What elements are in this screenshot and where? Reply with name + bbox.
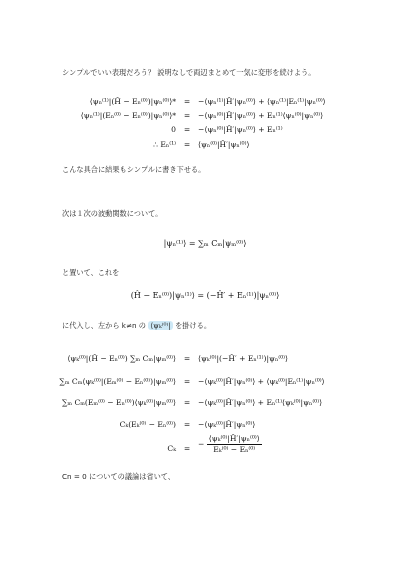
equation-row [0, 353, 410, 365]
equation-operator: = [183, 354, 191, 363]
result-comment: こんな具合に結果もシンプルに書き下せる。 [62, 165, 206, 174]
fraction-denominator: Eₖ⁽⁰⁾ − Eₙ⁽⁰⁾ [213, 445, 256, 454]
placement-text: と置いて、これを [62, 268, 120, 277]
equation-rhs: −⟨ψₖ⁽⁰⁾|Ĥ′|ψₙ⁽⁰⁾⟩ + ⟨ψₖ⁽⁰⁾|Eₙ⁽¹⁾|ψₙ⁽⁰⁾⟩ [198, 377, 325, 386]
first-order-equation: (Ĥ − Eₙ⁽⁰⁾)|ψₙ⁽¹⁾⟩ = (−Ĥ′ + Eₙ⁽¹⁾)|ψₙ⁽⁰⁾⟩ [130, 291, 280, 300]
equation-lhs: ∴ Eₙ⁽¹⁾ [153, 140, 176, 149]
equation-operator: = [183, 111, 191, 120]
substitution-suffix: を掛ける。 [175, 321, 212, 330]
equation-rhs: −⟨ψₙ⁽⁰⁾|Ĥ′|ψₙ⁽⁰⁾⟩ + Eₙ⁽¹⁾⟨ψₙ⁽⁰⁾|ψₙ⁽⁰⁾⟩ [198, 111, 324, 120]
equation-rhs: −⟨ψₙ⁽⁰⁾|Ĥ′|ψₙ⁽⁰⁾⟩ + Eₙ⁽¹⁾ [198, 125, 283, 134]
ck-equation-row [0, 434, 410, 464]
section-intro: 次は１次の波動関数について。 [62, 209, 163, 218]
equation-operator: = [183, 140, 191, 149]
equation-rhs: −⟨ψₖ⁽⁰⁾|Ĥ′|ψₙ⁽⁰⁾⟩ + Eₙ⁽¹⁾⟨ψₖ⁽⁰⁾|ψₙ⁽⁰⁾⟩ [198, 398, 323, 407]
equation-row [0, 110, 410, 122]
equation-row [0, 419, 410, 431]
equation-lhs: ⟨ψₙ⁽¹⁾|(Eₙ⁽⁰⁾ − Eₙ⁽⁰⁾)|ψₙ⁽⁰⁾⟩* [80, 111, 176, 120]
substitution-text [62, 321, 211, 330]
equation-lhs: ⟨ψₖ⁽⁰⁾|(Ĥ − Eₙ⁽⁰⁾) ∑ₘ Cₘ|ψₘ⁽⁰⁾⟩ [67, 354, 176, 363]
equation-rhs: −⟨ψₙ⁽¹⁾|Ĥ′|ψₙ⁽⁰⁾⟩ + ⟨ψₙ⁽¹⁾|Eₙ⁽¹⁾|ψₙ⁽⁰⁾⟩ [198, 97, 326, 106]
intro-text: シンプルでいい表現だろう？ 説明なしで両辺まとめて一気に変形を続けよう。 [62, 68, 316, 77]
equation-row [0, 124, 410, 136]
equation-operator: = [183, 125, 191, 134]
equation-operator: = [183, 398, 191, 407]
equation-rhs: −⟨ψₖ⁽⁰⁾|Ĥ′|ψₙ⁽⁰⁾⟩ [198, 420, 256, 429]
equation-operator: = [183, 97, 191, 106]
equation-rhs: ⟨ψₙ⁽⁰⁾|Ĥ′|ψₙ⁽⁰⁾⟩ [198, 140, 250, 149]
fraction-numerator: ⟨ψₖ⁽⁰⁾|Ĥ′|ψₙ⁽⁰⁾⟩ [208, 434, 260, 443]
equation-operator: = [183, 420, 191, 429]
equation-row [0, 96, 410, 108]
equation-row [0, 139, 410, 151]
equation-lhs: ∑ₘ Cₘ⟨ψₖ⁽⁰⁾|(Eₘ⁽⁰⁾ − Eₙ⁽⁰⁾)|ψₘ⁽⁰⁾⟩ [59, 377, 176, 386]
equation-lhs: ∑ₘ Cₘ(Eₘ⁽⁰⁾ − Eₙ⁽⁰⁾)⟨ψₖ⁽⁰⁾|ψₘ⁽⁰⁾⟩ [61, 398, 176, 407]
expansion-equation: |ψₙ⁽¹⁾⟩ = ∑ₘ Cₘ|ψₘ⁽⁰⁾⟩ [163, 239, 247, 248]
ck-fraction-expression [198, 434, 262, 455]
highlighted-bra: ⟨ψₖ⁽⁰⁾| [150, 321, 171, 330]
closing-text: Cn = 0 についての議論は省いて、 [62, 472, 175, 481]
minus-sign: − [198, 439, 205, 449]
equation-rhs: ⟨ψₖ⁽⁰⁾|(−Ĥ′ + Eₙ⁽¹⁾)|ψₙ⁽⁰⁾⟩ [198, 354, 288, 363]
equation-operator: = [183, 444, 191, 453]
substitution-prefix: に代入し、左から k≠n の [62, 321, 146, 330]
equation-row [0, 376, 410, 388]
equation-lhs: Cₖ [167, 444, 176, 453]
equation-lhs: ⟨ψₙ⁽¹⁾|(Ĥ − Eₙ⁽⁰⁾)|ψₙ⁽⁰⁾⟩* [89, 97, 176, 106]
equation-lhs: Cₖ(Eₖ⁽⁰⁾ − Eₙ⁽⁰⁾) [119, 420, 176, 429]
equation-lhs: 0 [171, 125, 176, 134]
equation-row [0, 397, 410, 409]
equation-operator: = [183, 377, 191, 386]
fraction [207, 434, 262, 455]
